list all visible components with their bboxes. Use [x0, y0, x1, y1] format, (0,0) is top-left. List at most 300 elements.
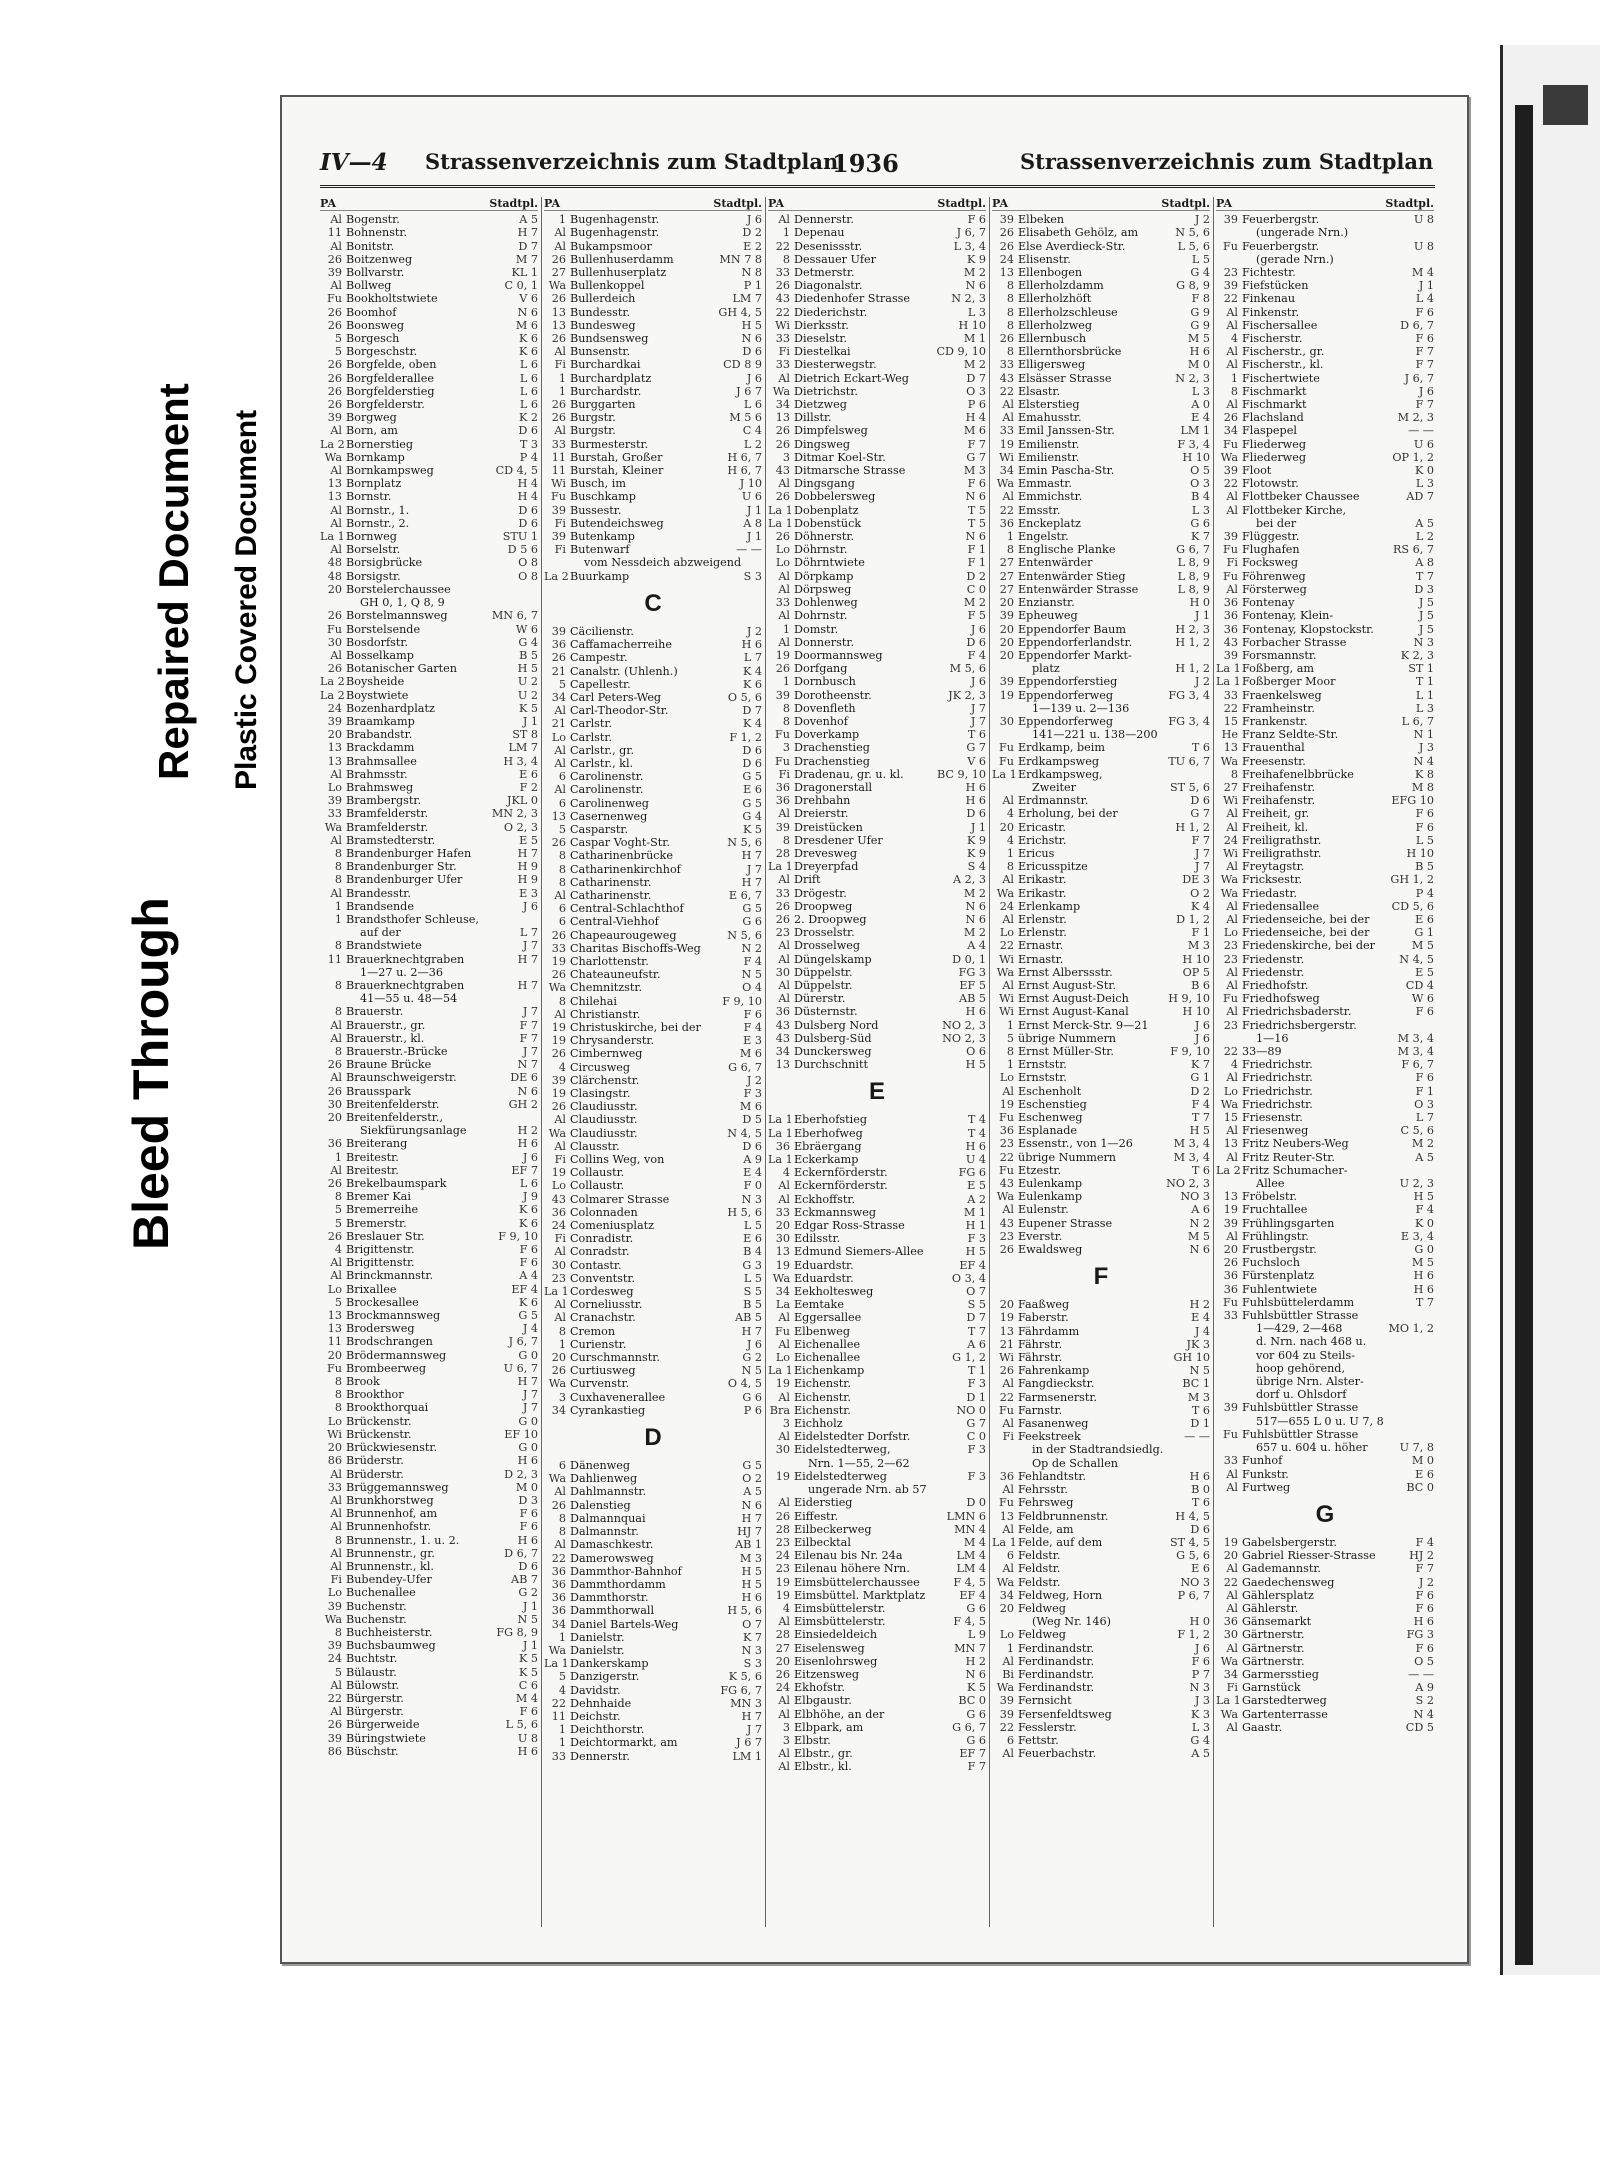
street-entry — [320, 623, 538, 636]
grid-reference: N 6 — [965, 490, 986, 504]
street-name: Damerowsweg — [570, 1551, 654, 1565]
grid-reference: D 7 — [518, 239, 538, 253]
street-entry — [320, 1111, 538, 1124]
grid-reference: STU 1 — [502, 530, 538, 544]
district-code: 4 — [1230, 1058, 1238, 1072]
street-name: Breitenfelderstr. — [346, 1097, 440, 1111]
street-entry — [544, 226, 762, 239]
street-entry — [320, 1692, 538, 1705]
district-code: 26 — [999, 239, 1014, 253]
district-code: Wi — [999, 450, 1014, 464]
street-entry — [768, 279, 986, 292]
grid-reference: H 6 — [517, 1137, 538, 1151]
grid-reference: H 10 — [1406, 846, 1434, 860]
street-name: Christuskirche, bei der — [570, 1020, 701, 1034]
grid-reference: L 8, 9 — [1177, 582, 1210, 596]
street-name: Friedenseiche, bei der — [1242, 912, 1370, 926]
street-name: Brauerstr.-Brücke — [346, 1045, 448, 1058]
district-code: 19 — [1223, 1535, 1238, 1549]
grid-reference: J 1 — [522, 1639, 538, 1653]
grid-reference: F 4 — [1191, 1097, 1210, 1111]
street-entry — [544, 691, 762, 704]
grid-reference: P 6 — [967, 398, 986, 412]
district-code: Al — [1226, 1071, 1238, 1085]
grid-reference: H 7 — [741, 875, 762, 889]
street-name: Ericusspitze — [1018, 860, 1088, 874]
district-code — [1216, 1322, 1242, 1335]
grid-reference: F 0 — [743, 1179, 762, 1193]
street-name: Fährstr. — [1018, 1337, 1063, 1351]
street-name: Ernst Merck-Str. 9—21 — [1018, 1018, 1149, 1032]
district-code: 43 — [775, 1031, 790, 1045]
street-entry — [1216, 596, 1434, 609]
street-name: Dradenau, gr. u. kl. — [794, 767, 904, 781]
district-code: Lo — [775, 556, 790, 570]
district-code: 33 — [775, 596, 790, 610]
street-name: Dietzweg — [794, 398, 847, 412]
grid-reference: EF 7 — [511, 1163, 538, 1177]
street-entry — [544, 1391, 762, 1404]
grid-reference: L 3 — [1191, 1720, 1210, 1734]
district-code: 11 — [327, 952, 342, 966]
grid-reference: H 5 — [517, 662, 538, 676]
district-code: 24 — [775, 1681, 790, 1695]
street-entry — [768, 1681, 986, 1694]
district-code: 3 — [782, 741, 790, 755]
street-entry — [320, 1335, 538, 1348]
street-name: Framheinstr. — [1242, 701, 1315, 715]
district-code: 36 — [1223, 1615, 1238, 1629]
street-entry — [544, 1525, 762, 1538]
street-name: Caffamacherreihe — [570, 638, 672, 652]
street-name: Fricksestr. — [1242, 873, 1303, 887]
street-name: Catharinenkirchhof — [570, 862, 681, 876]
street-name: Borgfelde, oben — [346, 358, 437, 372]
grid-reference: L 5, 6 — [1177, 239, 1210, 253]
street-entry — [544, 1604, 762, 1617]
street-name: Fehrsweg — [1018, 1496, 1074, 1510]
grid-reference: F 1, 2 — [1177, 1628, 1210, 1642]
street-entry — [1216, 821, 1434, 834]
grid-reference: D 6 — [966, 635, 986, 649]
header-title-left: Strassenverzeichnis zum Stadtplan — [425, 149, 839, 174]
street-name: Brackdamm — [346, 741, 415, 755]
district-code: 8 — [558, 849, 566, 863]
street-entry — [1216, 1721, 1434, 1734]
street-entry — [768, 570, 986, 583]
grid-reference: CD 5 — [1405, 1720, 1434, 1734]
street-name: Eppendorferweg — [1018, 714, 1114, 728]
street-entry — [544, 213, 762, 226]
street-name: Brandenburger Hafen — [346, 846, 472, 860]
street-entry — [992, 1045, 1210, 1058]
district-code: 8 — [334, 1533, 342, 1547]
district-code: Al — [778, 873, 790, 887]
district-code: 26 — [551, 928, 566, 942]
district-code — [768, 1483, 794, 1496]
grid-reference: G 6 — [742, 1390, 762, 1404]
street-entry — [768, 675, 986, 688]
street-name: Catharinenbrücke — [570, 849, 673, 863]
district-code: 30 — [775, 1232, 790, 1246]
grid-reference: G 7 — [966, 1417, 986, 1431]
district-code: 22 — [999, 1720, 1014, 1734]
street-entry — [992, 636, 1210, 649]
street-name: Breiterang — [346, 1137, 408, 1151]
street-entry — [320, 728, 538, 741]
street-entry — [544, 490, 762, 503]
street-entry — [1216, 279, 1434, 292]
district-code: 1 — [558, 213, 566, 227]
district-code: 86 — [327, 1454, 342, 1468]
street-entry — [992, 873, 1210, 886]
grid-reference: H 6 — [517, 1533, 538, 1547]
grid-reference: FG 3 — [1406, 1628, 1434, 1642]
street-entry — [320, 1507, 538, 1520]
district-code: Wa — [996, 965, 1014, 979]
grid-reference: BC 1 — [1182, 1377, 1210, 1391]
grid-reference: F 4 — [967, 648, 986, 662]
street-entry — [1216, 794, 1434, 807]
street-name: übrige Nummern — [1018, 1150, 1117, 1164]
grid-reference — [1431, 226, 1434, 239]
district-code: Al — [778, 213, 790, 227]
district-code: Fu — [327, 1361, 342, 1375]
grid-reference: HJ 2 — [1409, 1549, 1434, 1563]
street-entry — [992, 860, 1210, 873]
district-code: Fu — [775, 728, 790, 742]
grid-reference: — — — [736, 543, 762, 557]
street-name: Eckerkamp — [794, 1153, 859, 1167]
grid-reference: AB 7 — [511, 1573, 538, 1587]
district-code: 22 — [1223, 292, 1238, 306]
street-entry — [320, 1718, 538, 1731]
district-code: Wa — [772, 384, 790, 398]
street-entry — [768, 332, 986, 345]
street-entry — [320, 953, 538, 966]
street-entry — [768, 1668, 986, 1681]
street-name: Bubendey-Ufer — [346, 1573, 432, 1587]
district-code: Al — [554, 1311, 566, 1325]
street-name: Brahmsallee — [346, 754, 417, 768]
district-code: 19 — [551, 1034, 566, 1048]
street-name: Eulenkamp — [1018, 1190, 1082, 1204]
district-code: 5 — [334, 1203, 342, 1217]
street-name: Flüggestr. — [1242, 530, 1300, 544]
grid-reference: M 1 — [963, 332, 986, 346]
district-code: 8 — [558, 862, 566, 876]
district-code: 36 — [551, 1205, 566, 1219]
district-code: La 1 — [1216, 662, 1241, 676]
grid-reference — [535, 1111, 538, 1124]
grid-reference: T 1 — [1415, 675, 1434, 689]
street-name: Emmichstr. — [1018, 490, 1083, 504]
grid-reference: CD 9, 10 — [936, 345, 986, 359]
district-code: 28 — [775, 846, 790, 860]
street-name: Fehlandtstr. — [1018, 1469, 1086, 1483]
street-name: Charitas Bischoffs-Weg — [570, 941, 701, 955]
district-code: 20 — [327, 1441, 342, 1455]
district-code: 8 — [334, 1045, 342, 1058]
street-name: Eimsbüttel. Marktplatz — [794, 1588, 926, 1602]
street-entry — [320, 1058, 538, 1071]
district-code: Wi — [999, 952, 1014, 966]
district-code: Fi — [778, 345, 790, 359]
district-code: Al — [1226, 912, 1238, 926]
street-entry — [992, 1576, 1210, 1589]
street-name: Flottbeker Kirche, — [1242, 503, 1347, 517]
grid-reference: A 6 — [967, 1337, 986, 1351]
grid-reference: L 7 — [519, 926, 538, 940]
grid-reference: LM 1 — [1180, 424, 1210, 438]
grid-reference: N 5, 6 — [727, 928, 762, 942]
district-code: Lo — [1223, 926, 1238, 940]
district-code: 36 — [775, 794, 790, 808]
grid-reference: J 1 — [522, 714, 538, 728]
street-entry — [544, 1404, 762, 1417]
street-name: Eppendorfer Markt- — [1018, 648, 1132, 662]
street-entry — [320, 1283, 538, 1296]
district-code: Al — [330, 648, 342, 662]
street-entry — [544, 876, 762, 889]
street-entry — [544, 1311, 762, 1324]
street-name: Dörpsweg — [794, 582, 852, 596]
grid-reference — [1431, 253, 1434, 266]
street-entry — [768, 1536, 986, 1549]
street-entry — [320, 649, 538, 662]
district-code: 26 — [551, 292, 566, 306]
district-code: Al — [1226, 1588, 1238, 1602]
street-entry — [320, 1626, 538, 1639]
district-code: 22 — [551, 1551, 566, 1565]
district-code: 13 — [775, 411, 790, 425]
column-header-grid: Stadtpl. — [937, 197, 986, 210]
street-name: Caspar Voght-Str. — [570, 836, 670, 850]
district-code: La 2 — [320, 437, 345, 451]
grid-reference — [983, 1483, 986, 1496]
district-code: 20 — [327, 728, 342, 742]
grid-reference: H 2 — [965, 1654, 986, 1668]
street-name: Erdkamp, beim — [1018, 741, 1105, 755]
district-code: 21 — [551, 664, 566, 678]
grid-reference: FG 3, 4 — [1168, 714, 1210, 728]
street-name: Finkenstr. — [1242, 305, 1300, 319]
street-name: Ernastr. — [1018, 952, 1064, 966]
street-name: Eichenallee — [794, 1351, 861, 1365]
district-code: 11 — [551, 464, 566, 478]
district-code: Al — [554, 888, 566, 902]
street-name: Bürgerstr. — [346, 1691, 404, 1705]
grid-reference: AB 5 — [735, 1311, 762, 1325]
grid-reference: D 6 — [518, 503, 538, 517]
district-code: Al — [1226, 358, 1238, 372]
street-name: Feldbrunnenstr. — [1018, 1509, 1109, 1523]
street-name: Drift — [794, 873, 821, 887]
grid-reference: D 6 — [966, 807, 986, 821]
district-code: 36 — [775, 1005, 790, 1019]
grid-reference: G 4 — [518, 635, 538, 649]
street-entry — [320, 1309, 538, 1322]
grid-reference: L 2 — [743, 437, 762, 451]
district-code: 22 — [999, 503, 1014, 517]
district-code: 33 — [551, 941, 566, 955]
district-code: 13 — [999, 1324, 1014, 1338]
grid-reference: A 0 — [1191, 398, 1210, 412]
street-entry — [768, 1127, 986, 1140]
district-code: La 1 — [992, 1535, 1017, 1549]
street-entry — [320, 596, 538, 609]
district-code: Wi — [327, 1427, 342, 1441]
street-name: Carlstr., kl. — [570, 756, 634, 770]
district-code: Wi — [775, 318, 790, 332]
street-name: Born, am — [346, 424, 398, 438]
street-name: Fahrenkamp — [1018, 1364, 1090, 1378]
grid-reference: L 6 — [519, 358, 538, 372]
street-name: Bohnenstr. — [346, 226, 408, 240]
district-code: 13 — [775, 1245, 790, 1259]
district-code: 26 — [551, 252, 566, 266]
street-name: Brombeerweg — [346, 1361, 427, 1375]
street-entry — [992, 741, 1210, 754]
street-name: Borsigstr. — [346, 569, 401, 583]
street-entry — [992, 1203, 1210, 1216]
column-header-district: PA — [544, 197, 561, 210]
street-name: Fritz Neubers-Weg — [1242, 1137, 1349, 1151]
grid-reference: F 9, 10 — [1170, 1045, 1210, 1058]
grid-reference: GH 10 — [1173, 1351, 1210, 1365]
district-code: 24 — [775, 1549, 790, 1563]
street-name: Foßberger Moor — [1242, 675, 1336, 689]
street-entry — [768, 741, 986, 754]
street-entry — [320, 1600, 538, 1613]
street-entry — [544, 757, 762, 770]
district-code: Al — [330, 239, 342, 253]
grid-reference: D 6, 7 — [504, 1546, 538, 1560]
street-entry — [768, 1443, 986, 1456]
street-name: Carolinenweg — [570, 796, 649, 810]
district-code: Wa — [548, 1377, 566, 1391]
repaired-document-label: Repaired Document — [150, 383, 197, 780]
district-code: 5 — [558, 1670, 566, 1684]
street-name: Försterweg — [1242, 582, 1307, 596]
grid-reference — [535, 966, 538, 979]
street-entry — [768, 1615, 986, 1628]
grid-reference: G 7 — [1190, 807, 1210, 821]
district-code: Fi — [554, 358, 566, 372]
district-code: Wa — [1220, 754, 1238, 768]
grid-reference: E 6 — [1415, 912, 1434, 926]
street-name: Etzestr. — [1018, 1163, 1062, 1177]
district-code: 36 — [551, 1577, 566, 1591]
grid-reference: F 3 — [743, 1087, 762, 1100]
district-code — [992, 702, 1018, 715]
street-name: Eichholz — [794, 1417, 843, 1431]
district-code: 33 — [775, 1205, 790, 1219]
grid-reference: K 5 — [518, 1665, 538, 1679]
street-name: Conventstr. — [570, 1271, 636, 1285]
grid-reference: M 0 — [1411, 1454, 1434, 1468]
grid-reference: BC 0 — [1406, 1480, 1434, 1494]
street-name: in der Stadtrandsiedlg. — [1032, 1443, 1164, 1457]
district-code: 3 — [782, 1733, 790, 1747]
grid-reference: J 7 — [522, 1005, 538, 1019]
street-entry — [768, 1298, 986, 1311]
street-entry — [320, 873, 538, 886]
grid-reference — [1431, 1309, 1434, 1322]
district-code: Fi — [554, 1153, 566, 1167]
district-code: 39 — [551, 503, 566, 517]
district-code: Wi — [1223, 794, 1238, 808]
grid-reference: N 2 — [1189, 1216, 1210, 1230]
street-entry — [992, 781, 1210, 794]
street-name: Fontenay, Klopstockstr. — [1242, 622, 1374, 636]
grid-reference: FG 6 — [958, 1166, 986, 1180]
grid-reference: U 2, 3 — [1399, 1177, 1434, 1191]
district-code: Al — [554, 704, 566, 718]
street-name: Central-Schlachthof — [570, 902, 684, 916]
district-code: 24 — [999, 252, 1014, 266]
street-entry — [1216, 675, 1434, 688]
street-entry — [1216, 451, 1434, 464]
street-name: Emilienstr. — [1018, 437, 1080, 451]
street-entry — [992, 1628, 1210, 1641]
grid-reference: W 6 — [515, 622, 538, 636]
street-name: Düngelskamp — [794, 952, 872, 966]
street-entry — [1216, 1164, 1434, 1177]
district-code: 26 — [775, 490, 790, 504]
street-name: Fichtestr. — [1242, 266, 1296, 280]
district-code: 39 — [327, 1639, 342, 1653]
column-header-grid: Stadtpl. — [713, 197, 762, 210]
district-code: Al — [330, 767, 342, 781]
district-code: 11 — [327, 1335, 342, 1349]
grid-reference: E 6 — [519, 767, 538, 781]
street-entry — [320, 1005, 538, 1018]
district-code: 23 — [775, 1562, 790, 1576]
grid-reference: K 7 — [1190, 1058, 1210, 1072]
street-entry — [992, 1602, 1210, 1615]
column-header — [544, 197, 762, 211]
street-entry — [320, 556, 538, 569]
street-entry — [992, 1747, 1210, 1760]
grid-reference: G 1 — [1414, 926, 1434, 940]
street-name: Emil Janssen-Str. — [1018, 424, 1115, 438]
district-code: Al — [330, 213, 342, 227]
street-name: (Weg Nr. 146) — [1032, 1615, 1112, 1629]
street-entry — [1216, 926, 1434, 939]
grid-reference: N 4 — [1413, 1707, 1434, 1721]
grid-reference: N 7 — [517, 1058, 538, 1072]
district-code: Al — [778, 477, 790, 491]
street-entry — [992, 570, 1210, 583]
street-entry — [320, 1573, 538, 1586]
street-name: Dobenstück — [794, 516, 862, 530]
district-code: Wa — [996, 886, 1014, 900]
grid-reference: EF 4 — [511, 1282, 538, 1296]
district-code: Bra — [769, 1403, 790, 1417]
street-name: Chilehai — [570, 994, 617, 1008]
district-code: 26 — [327, 1718, 342, 1732]
street-entry — [544, 1272, 762, 1285]
street-name: Butenkamp — [570, 530, 635, 544]
street-entry — [1216, 358, 1434, 371]
street-name: Englische Planke — [1018, 543, 1116, 557]
street-entry — [320, 279, 538, 292]
grid-reference: C 4 — [742, 424, 762, 438]
grid-reference: K 9 — [966, 252, 986, 266]
grid-reference: J 1 — [970, 820, 986, 834]
street-entry — [320, 530, 538, 543]
